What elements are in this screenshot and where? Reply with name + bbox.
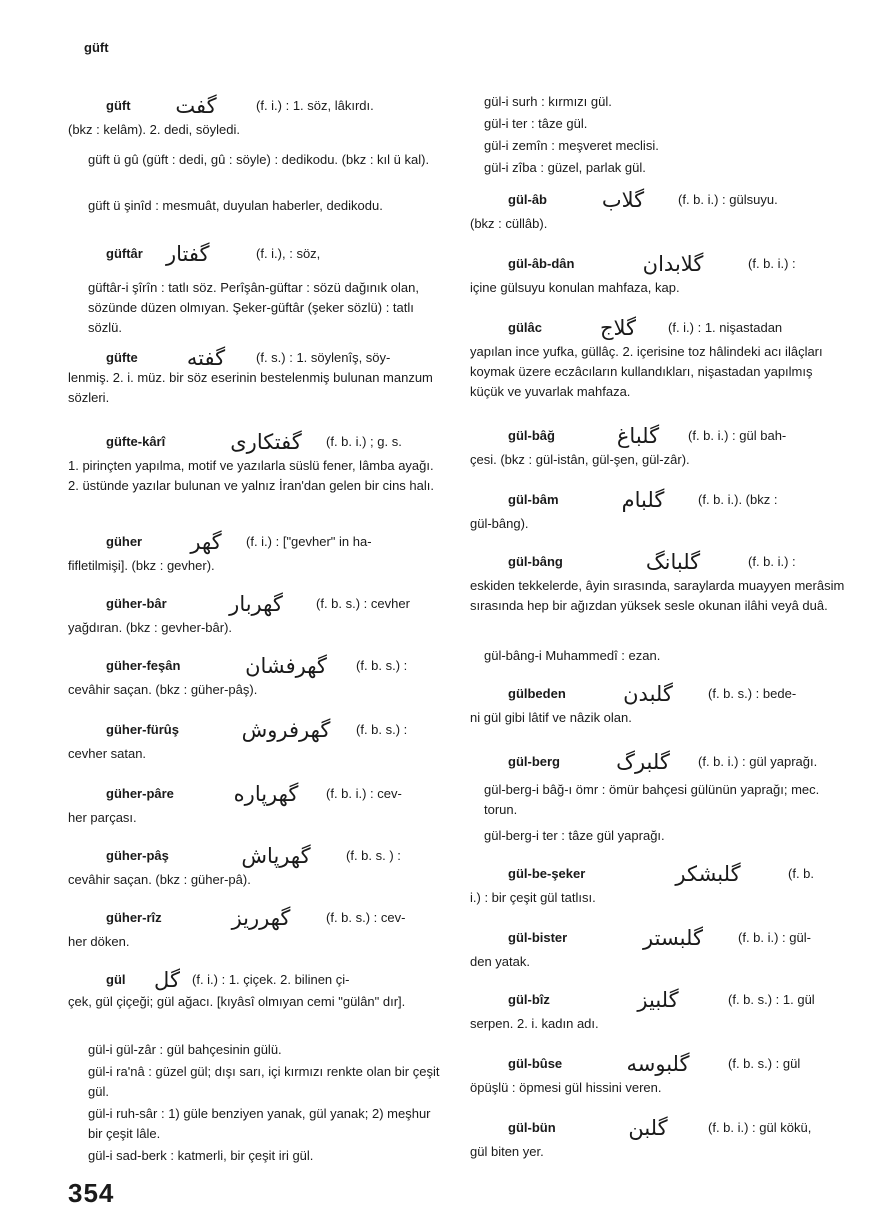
- headword: gül-bâğ: [508, 428, 555, 443]
- definition: her parçası.: [68, 810, 137, 825]
- grammar: (f. b. i.) : gülsuyu.: [678, 192, 778, 207]
- grammar: (f. b.: [788, 866, 815, 881]
- entry-guel-berg-i-bag-i-oemr: gül-berg-i bâğ-ı ömr : ömür bahçesi gülünün yaprağı; mec. torun.: [484, 782, 820, 817]
- arabic-script: گلاب: [601, 188, 645, 212]
- entry-guel-buen: [470, 1118, 846, 1162]
- arabic-script: گلبوسه: [626, 1052, 690, 1076]
- grammar: (f. b. i.) : cev-: [326, 786, 402, 801]
- entry-guel-be-seker: [470, 864, 846, 908]
- page-number: 354: [68, 1178, 115, 1208]
- entry-guel-bag: [470, 426, 846, 470]
- entry-gueher-bar: [68, 594, 444, 638]
- arabic-script: گلبستر: [643, 926, 703, 950]
- arabic-script: گفت: [175, 94, 217, 118]
- definition: cevâhir saçan. (bkz : güher-pâ).: [68, 872, 251, 887]
- arabic-script: گلابدان: [642, 252, 704, 276]
- arabic-script: گلبدن: [623, 682, 673, 706]
- entry-guel-ab-dan: [470, 254, 846, 298]
- definition: lenmiş. 2. i. müz. bir söz eserinin bestelenmiş bulunan manzum sözleri.: [68, 370, 433, 405]
- arabic-script: گلبانگ: [645, 550, 701, 574]
- entry-guel-biz: [470, 990, 846, 1034]
- definition: cevher satan.: [68, 746, 147, 761]
- grammar: (f. b. i.). (bkz :: [698, 492, 778, 507]
- arabic-script: گفتار: [166, 242, 210, 266]
- definition: gül-bâng).: [470, 516, 529, 531]
- grammar: (f. i.) : 1. çiçek. 2. bilinen çi-: [192, 972, 350, 987]
- entry-guefte: [68, 348, 444, 408]
- headword: güher-bâr: [106, 596, 167, 611]
- entry-guel-bang-i-muhammedi: gül-bâng-i Muhammedî : ezan.: [484, 648, 661, 663]
- grammar: (f. i.) : ["gevher" in ha-: [246, 534, 372, 549]
- entry-gueher-pare: [68, 784, 444, 828]
- page-header: güft: [84, 40, 109, 55]
- definition: 1. pirinçten yapılma, motif ve yazılarla süslü fener, lâmba ayağı. 2. üstünde yazılar bulunan ve yalnız İran'dan gelen bir cins halı.: [68, 458, 434, 493]
- grammar: (f. b. s.) :: [356, 722, 408, 737]
- entry-guelbeden: [470, 684, 846, 728]
- grammar: (f. b. s.) :: [356, 658, 408, 673]
- arabic-script: گهرریز: [231, 906, 291, 930]
- headword: güft: [106, 98, 131, 113]
- headword: güher-fürûş: [106, 722, 179, 737]
- definition: çesi. (bkz : gül-istân, gül-şen, gül-zâr).: [470, 452, 690, 467]
- arabic-script: گلبام: [621, 488, 665, 512]
- arabic-script: گهرفشان: [245, 654, 327, 678]
- headword: gül-bûse: [508, 1056, 563, 1071]
- headword: gül-bün: [508, 1120, 556, 1135]
- arabic-script: گلبشکر: [675, 862, 741, 886]
- entry-guel-i-ruh-sar: gül-i ruh-sâr : 1) güle benziyen yanak, gül yanak; 2) meşhur bir çeşit lâle.: [88, 1106, 431, 1141]
- arabic-script: گهرپاره: [233, 782, 299, 806]
- entry-gueft: [68, 96, 444, 140]
- headword: gül: [106, 972, 126, 987]
- entry-guel-buse: [470, 1054, 846, 1098]
- grammar: (f. b. s.) : 1. gül: [728, 992, 815, 1007]
- grammar: (f. i.), : söz,: [256, 246, 321, 261]
- entry-gueher-riz: [68, 908, 444, 952]
- definition: eskiden tekkelerde, âyin sırasında, saraylarda muayyen merâsim sırasında hep bir ağızdan yüksek sesle okunan ilâhi veyâ duâ.: [470, 578, 845, 613]
- grammar: (f. b. s. ) :: [346, 848, 401, 863]
- headword: güher-rîz: [106, 910, 162, 925]
- headword: güher: [106, 534, 143, 549]
- arabic-script: گلباغ: [616, 424, 660, 448]
- grammar: (f. b. i.) : gül yaprağı.: [698, 754, 818, 769]
- entry-guefte-kari: [68, 432, 444, 496]
- grammar: (f. b. i.) : gül kökü,: [708, 1120, 812, 1135]
- headword: güher-pâre: [106, 786, 174, 801]
- arabic-script: گفته: [186, 346, 226, 370]
- arabic-script: گهرپاش: [241, 844, 311, 868]
- grammar: (f. s.) : 1. söylenîş, söy-: [256, 350, 391, 365]
- definition: i.) : bir çeşit gül tatlısı.: [470, 890, 596, 905]
- entry-guel-berg-i-ter: gül-berg-i ter : tâze gül yaprağı.: [484, 828, 665, 843]
- arabic-script: گلبن: [628, 1116, 668, 1140]
- definition: fifletilmişi]. (bkz : gevher).: [68, 558, 215, 573]
- headword: gül-bister: [508, 930, 568, 945]
- arabic-script: گهربار: [229, 592, 283, 616]
- arabic-script: گلبرگ: [616, 750, 670, 774]
- definition: içine gülsuyu konulan mahfaza, kap.: [470, 280, 680, 295]
- definition: cevâhir saçan. (bkz : güher-pâş).: [68, 682, 258, 697]
- definition: yağdıran. (bkz : gevher-bâr).: [68, 620, 233, 635]
- definition: serpen. 2. i. kadın adı.: [470, 1016, 599, 1031]
- definition: her döken.: [68, 934, 130, 949]
- headword: gül-bâm: [508, 492, 559, 507]
- entry-gueher-fuerus: [68, 720, 444, 764]
- entry-guel-i-ter: gül-i ter : tâze gül.: [484, 116, 588, 131]
- headword: gül-bîz: [508, 992, 550, 1007]
- entry-gueftar-i-sirin: güftâr-i şîrîn : tatlı söz. Perîşân-güftar : sözü dağınık olan, sözünde düzen olmıyan. Şeker-güftâr (şeker sözlü) : tatlı sözlü.: [88, 280, 419, 335]
- definition: yapılan ince yufka, güllâç. 2. içerisine toz hâlindeki acı ilâçları koymak üzere eczâcıların kullandıkları, nişastadan yapılmış küçük ve yuvarlak mahfaza.: [470, 344, 823, 399]
- entry-guel-bang: [470, 552, 846, 616]
- grammar: (f. b. s.) : cev-: [326, 910, 406, 925]
- headword: gül-be-şeker: [508, 866, 586, 881]
- arabic-script: گلاج: [599, 316, 637, 340]
- grammar: (f. b. i.) : gül-: [738, 930, 811, 945]
- entry-guel-bister: [470, 928, 846, 972]
- entry-guel-i-sad-berk: gül-i sad-berk : katmerli, bir çeşit iri gül.: [88, 1148, 314, 1163]
- definition: öpüşlü : öpmesi gül hissini veren.: [470, 1080, 662, 1095]
- arabic-script: گهرفروش: [241, 718, 331, 742]
- headword: gül-berg: [508, 754, 560, 769]
- entry-gueher: [68, 532, 444, 576]
- headword: güftâr: [106, 246, 143, 261]
- entry-gueher-pas: [68, 846, 444, 890]
- entry-guel-i-rana: gül-i ra'nâ : güzel gül; dışı sarı, içi kırmızı renkte olan bir çeşit gül.: [88, 1064, 440, 1099]
- headword: güher-pâş: [106, 848, 169, 863]
- definition: (bkz : cüllâb).: [470, 216, 548, 231]
- definition: (bkz : kelâm). 2. dedi, söyledi.: [68, 122, 240, 137]
- entry-gueher-fesan: [68, 656, 444, 700]
- entry-guel-i-zemin: gül-i zemîn : meşveret meclisi.: [484, 138, 659, 153]
- arabic-script: گل: [154, 968, 180, 992]
- arabic-script: گفتکاری: [230, 430, 302, 454]
- headword: gül-âb-dân: [508, 256, 575, 271]
- grammar: (f. b. s.) : cevher: [316, 596, 410, 611]
- arabic-script: گلبیز: [637, 988, 679, 1012]
- headword: gül-bâng: [508, 554, 563, 569]
- grammar: (f. b. i.) : gül bah-: [688, 428, 787, 443]
- headword: güher-feşân: [106, 658, 181, 673]
- entry-gueft-u-gu: güft ü gû (güft : dedi, gû : söyle) : dedikodu. (bkz : kıl ü kal).: [88, 152, 430, 167]
- headword: güfte-kârî: [106, 434, 166, 449]
- grammar: (f. b. i.) :: [748, 554, 796, 569]
- entry-guel: [68, 970, 444, 1012]
- entry-guel-i-surh: gül-i surh : kırmızı gül.: [484, 94, 612, 109]
- grammar: (f. b. i.) :: [748, 256, 796, 271]
- entry-guel-ab: [470, 190, 846, 234]
- headword: güfte: [106, 350, 138, 365]
- grammar: (f. b. s.) : bede-: [708, 686, 797, 701]
- entry-guel-i-ziba: gül-i zîba : güzel, parlak gül.: [484, 160, 646, 175]
- definition: çek, gül çiçeği; gül ağacı. [kıyâsî olmıyan cemi "gülân" dır].: [68, 994, 406, 1009]
- entry-guel-bam: [470, 490, 846, 534]
- grammar: (f. i.) : 1. nişastadan: [668, 320, 783, 335]
- grammar: (f. b. s.) : gül: [728, 1056, 801, 1071]
- definition: ni gül gibi lâtif ve nâzik olan.: [470, 710, 632, 725]
- headword: gül-âb: [508, 192, 547, 207]
- definition: den yatak.: [470, 954, 530, 969]
- entry-gueftar: [68, 244, 444, 264]
- headword: gülbeden: [508, 686, 566, 701]
- entry-gueft-u-sinid: güft ü şinîd : mesmuât, duyulan haberler, dedikodu.: [88, 198, 383, 213]
- arabic-script: گهر: [190, 530, 222, 554]
- headword: gülâc: [508, 320, 542, 335]
- grammar: (f. b. i.) ; g. s.: [326, 434, 402, 449]
- entry-guelac: [470, 318, 846, 402]
- entry-guel-berg: [470, 752, 846, 772]
- entry-guel-i-guel-zar: gül-i gül-zâr : gül bahçesinin gülü.: [88, 1042, 282, 1057]
- definition: gül biten yer.: [470, 1144, 544, 1159]
- grammar: (f. i.) : 1. söz, lâkırdı.: [256, 98, 374, 113]
